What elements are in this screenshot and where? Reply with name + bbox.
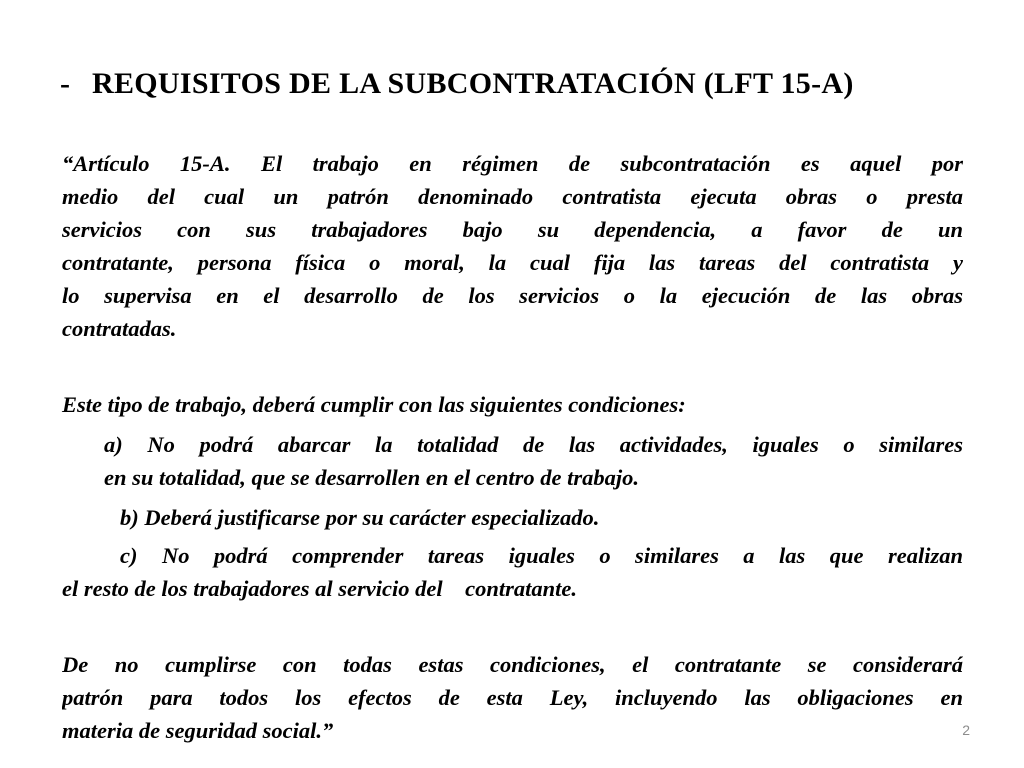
conditions-intro [62, 388, 963, 421]
condition-c [62, 539, 963, 605]
condition-a-line: en su totalidad, que se desarrollen en el centro de trabajo. [104, 465, 640, 490]
condition-b [62, 501, 963, 534]
article-line: contratante, persona física o moral, la cual fija las tareas del contratista y [62, 250, 963, 275]
condition-c-line: el resto de los trabajadores al servicio del contratante. [62, 576, 577, 601]
page-number: 2 [962, 722, 970, 738]
article-paragraph [62, 147, 963, 345]
condition-c-line: c) No podrá comprender tareas iguales o similares a las que realizan [120, 543, 963, 568]
article-line: contratadas. [62, 316, 177, 341]
article-line: medio del cual un patrón denominado contratista ejecuta obras o presta [62, 184, 963, 209]
article-line: lo supervisa en el desarrollo de los servicios o la ejecución de las obras [62, 283, 963, 308]
title-dash: - [60, 67, 71, 100]
closing-line: materia de seguridad social.” [62, 718, 334, 743]
condition-a-line: a) No podrá abarcar la totalidad de las actividades, iguales o similares [104, 432, 963, 457]
condition-a [62, 428, 963, 494]
article-line: “Artículo 15-A. El trabajo en régimen de subcontratación es aquel por [62, 151, 963, 176]
condition-b-line: b) Deberá justificarse por su carácter especializado. [120, 505, 600, 530]
closing-line: De no cumplirse con todas estas condiciones, el contratante se considerará [62, 652, 963, 677]
conditions-intro-text: Este tipo de trabajo, deberá cumplir con las siguientes condiciones: [62, 392, 686, 417]
closing-line: patrón para todos los efectos de esta Ley, incluyendo las obligaciones en [62, 685, 963, 710]
title-text: REQUISITOS DE LA SUBCONTRATACIÓN (LFT 15-A) [92, 67, 854, 100]
article-line: servicios con sus trabajadores bajo su dependencia, a favor de un [62, 217, 963, 242]
closing-paragraph [62, 648, 963, 747]
slide-title [60, 66, 960, 102]
